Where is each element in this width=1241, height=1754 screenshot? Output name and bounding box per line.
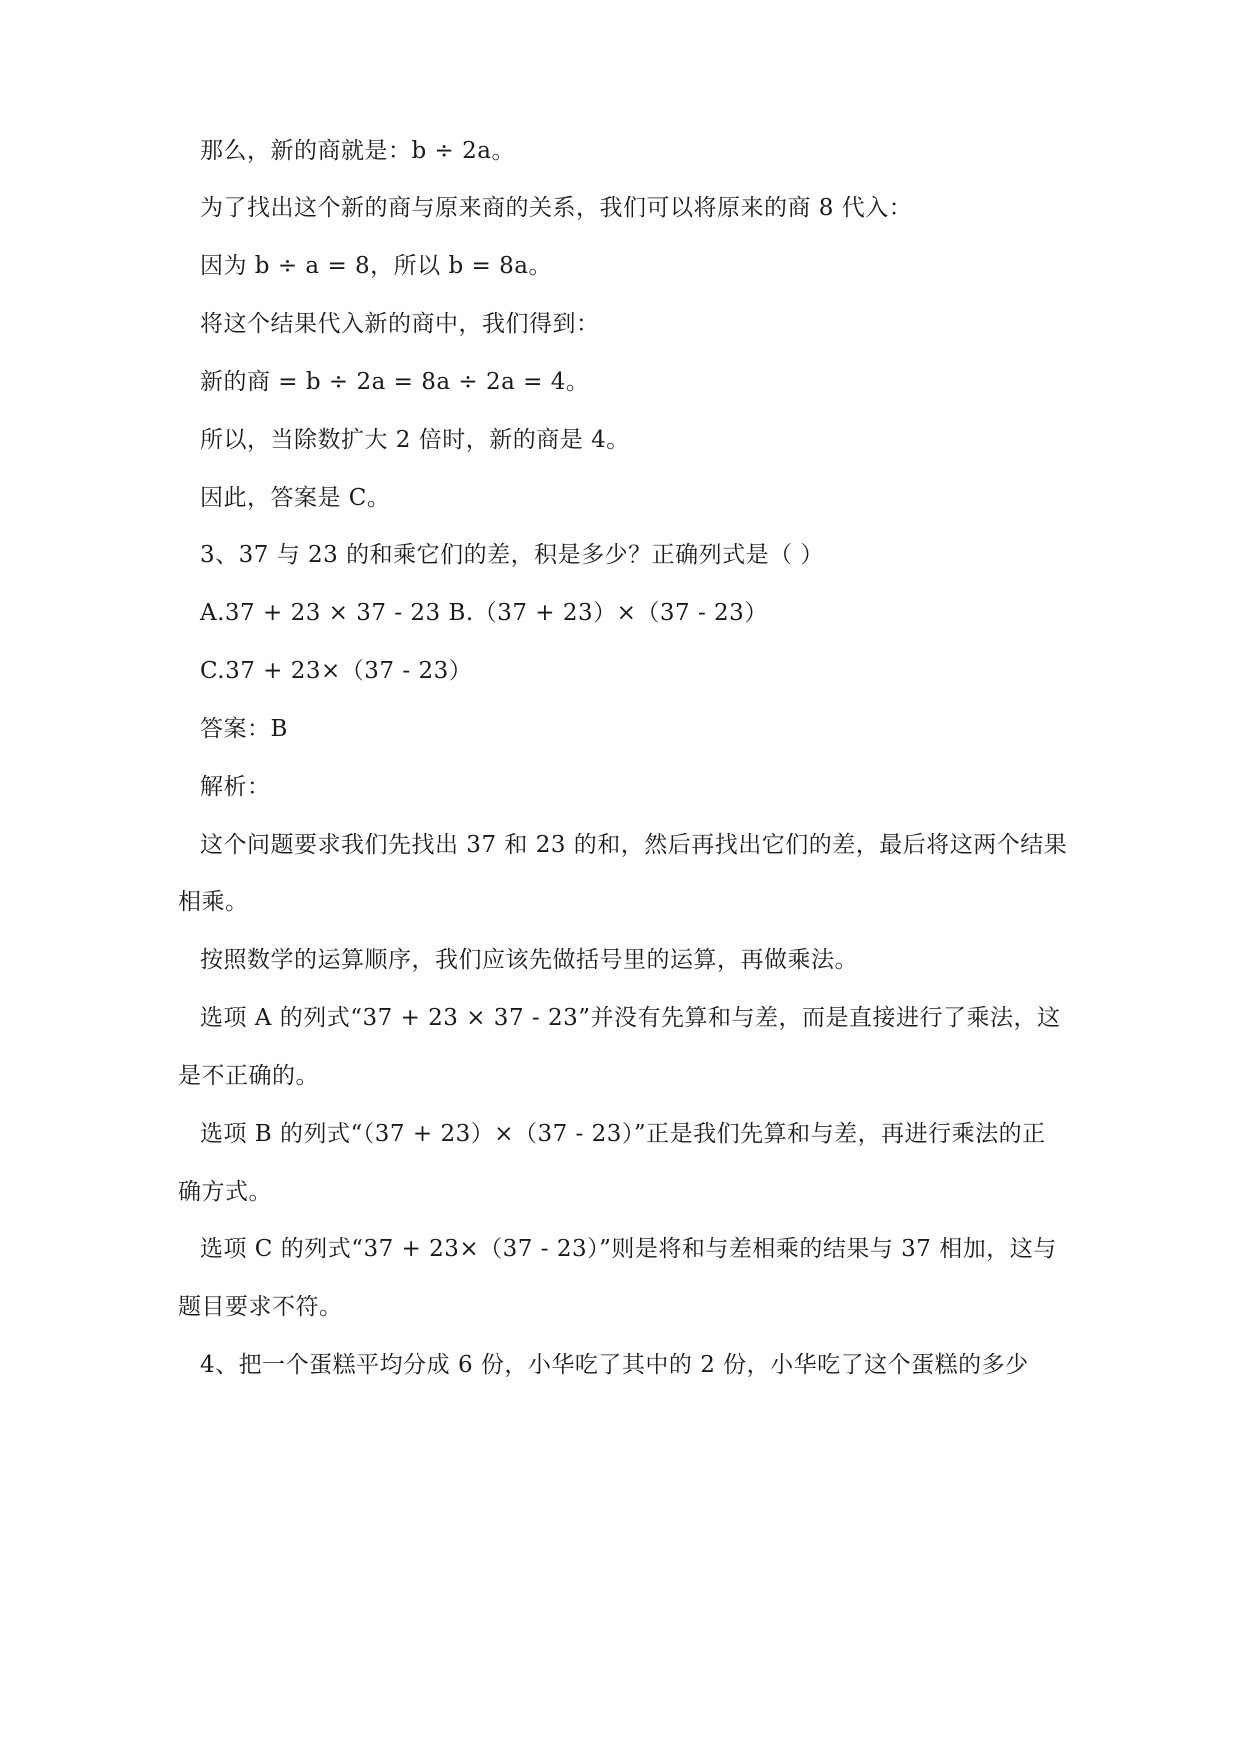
text-line: 确方式。 — [178, 1179, 272, 1205]
text-line: 选项 A 的列式“37 + 23 × 37 - 23”并没有先算和与差，而是直接进行了乘法，这 — [200, 1005, 1061, 1031]
text-line: 选项 B 的列式“（37 + 23）×（37 - 23）”正是我们先算和与差，再进行乘法的正 — [200, 1121, 1046, 1147]
answer-options: A.37 + 23 × 37 - 23 B.（37 + 23）×（37 - 23） — [200, 600, 768, 626]
text-line: 新的商 = b ÷ 2a = 8a ÷ 2a = 4。 — [200, 369, 590, 395]
text-line: 因为 b ÷ a = 8，所以 b = 8a。 — [200, 253, 552, 279]
analysis-label: 解析： — [200, 774, 271, 800]
text-line: 那么，新的商就是：b ÷ 2a。 — [200, 138, 515, 164]
text-line: 所以，当除数扩大 2 倍时，新的商是 4。 — [200, 427, 630, 453]
text-line: 是不正确的。 — [178, 1063, 319, 1089]
text-line: 为了找出这个新的商与原来商的关系，我们可以将原来的商 8 代入： — [200, 195, 913, 221]
question-heading: 4、把一个蛋糕平均分成 6 份，小华吃了其中的 2 份，小华吃了这个蛋糕的多少 — [200, 1352, 1029, 1378]
answer-options: C.37 + 23×（37 - 23） — [200, 658, 473, 684]
question-heading: 3、37 与 23 的和乘它们的差，积是多少？正确列式是（ ） — [200, 542, 824, 568]
text-line: 因此，答案是 C。 — [200, 485, 391, 511]
text-line: 题目要求不符。 — [178, 1294, 343, 1320]
answer-line: 答案：B — [200, 716, 288, 742]
text-line: 按照数学的运算顺序，我们应该先做括号里的运算，再做乘法。 — [200, 947, 858, 973]
text-line: 这个问题要求我们先找出 37 和 23 的和，然后再找出它们的差，最后将这两个结果 — [200, 832, 1068, 858]
text-line: 将这个结果代入新的商中，我们得到： — [200, 311, 600, 337]
text-line: 选项 C 的列式“37 + 23×（37 - 23）”则是将和与差相乘的结果与 37 相加，这与 — [200, 1236, 1057, 1262]
text-line: 相乘。 — [178, 889, 249, 915]
